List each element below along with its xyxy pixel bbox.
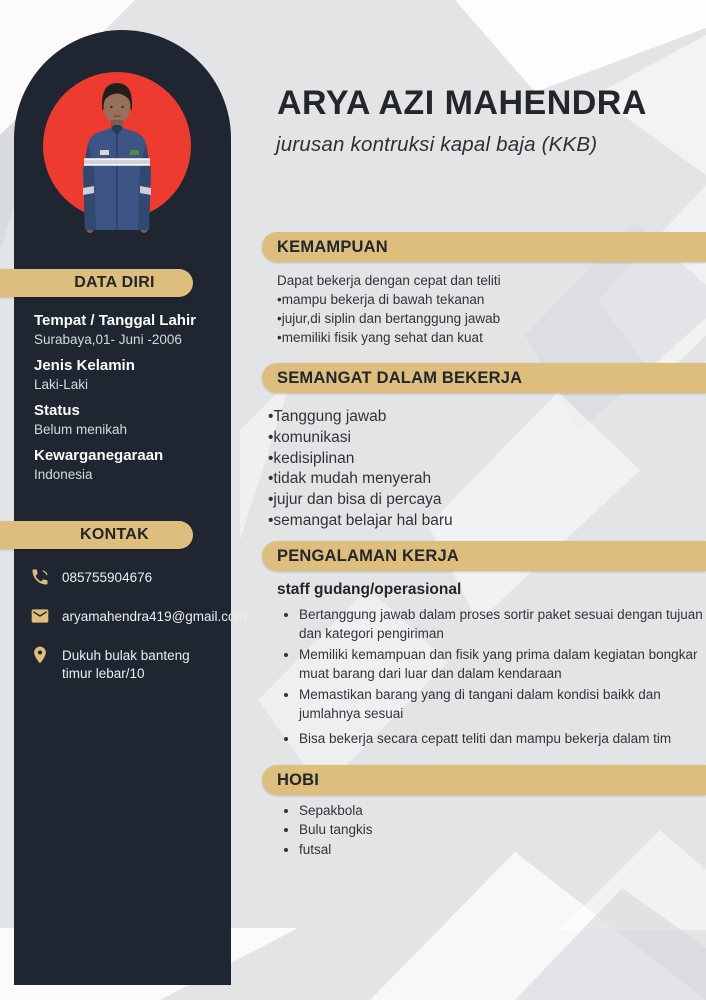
profile-photo [30, 70, 220, 235]
hobi-bullet-list [282, 801, 679, 859]
semangat-body [268, 407, 688, 532]
data-diri-header-label: DATA DIRI [74, 274, 155, 291]
contact-list [30, 567, 247, 702]
section-header-hobi [262, 765, 706, 795]
section-header-kemampuan [262, 232, 706, 262]
data-diri-header [0, 269, 193, 297]
text-line: •jujur,di siplin dan bertanggung jawab [277, 311, 501, 326]
bullet-item: • futsal [299, 840, 679, 859]
phone-icon [30, 567, 50, 587]
text-line: •tidak mudah menyerah [268, 470, 432, 488]
text-line: •komunikasi [268, 428, 351, 446]
pengalaman-bullet-list [282, 606, 706, 752]
bullet-item: • Bulu tangkis [299, 820, 679, 839]
field-birth [34, 312, 219, 347]
field-value: Laki-Laki [34, 377, 89, 392]
field-label: Tempat / Tanggal Lahir [34, 312, 196, 329]
phone-number: 085755904676 [62, 570, 153, 585]
mail-icon [30, 606, 50, 626]
text-line: •jujur dan bisa di percaya [268, 491, 442, 509]
text-line: •Tanggung jawab [268, 408, 387, 425]
kontak-header-label: KONTAK [79, 526, 150, 543]
field-value: Belum menikah [34, 422, 128, 437]
section-header-pengalaman [262, 541, 706, 571]
bullet-item: • Memastikan barang yang di tangani dalam kondisi baikk dan jumlahnya sesuai [299, 686, 706, 723]
kontak-header [0, 521, 193, 549]
field-label: Status [34, 402, 80, 419]
bullet-item: • Memiliki kemampuan dan fisik yang prima dalam kegiatan bongkar muat barang dari luar dan dalam kendaraan [299, 646, 706, 683]
contact-email [30, 606, 247, 626]
text-line: •mampu bekerja di bawah tekanan [277, 292, 485, 307]
job-title: staff gudang/operasional [277, 581, 462, 598]
field-gender [34, 357, 219, 392]
subtitle: jurusan kontruksi kapal baja (KKB) [276, 133, 598, 156]
section-title: PENGALAMAN KERJA [277, 546, 459, 565]
section-title: HOBI [277, 770, 320, 789]
text-line: Dapat bekerja dengan cepat dan teliti [277, 273, 501, 288]
location-icon [30, 645, 50, 665]
kemampuan-body [277, 271, 697, 347]
bullet-item: • Sepakbola [299, 801, 679, 820]
field-value: Surabaya,01- Juni -2006 [34, 332, 182, 347]
page-title: ARYA AZI MAHENDRA [277, 84, 647, 122]
bullet-item: • Bertanggung jawab dalam proses sortir paket sesuai dengan tujuan dan kategori pengiriman [299, 606, 706, 643]
contact-address [30, 645, 230, 683]
field-label: Jenis Kelamin [34, 357, 135, 374]
bullet-item: • Bisa bekerja secara cepatt teliti dan mampu bekerja dalam tim [299, 730, 706, 749]
section-title: SEMANGAT DALAM BEKERJA [277, 368, 523, 387]
section-title: KEMAMPUAN [277, 237, 388, 256]
field-value: Indonesia [34, 467, 93, 482]
text-line: •kedisiplinan [268, 449, 355, 467]
text-line: •semangat belajar hal baru [268, 511, 453, 529]
section-header-semangat [262, 363, 706, 393]
data-diri-fields [34, 312, 219, 492]
address-text: Dukuh bulak banteng timur lebar/10 [62, 648, 190, 681]
email-address: aryamahendra419@gmail.com [62, 609, 247, 624]
field-status [34, 402, 219, 437]
contact-phone [30, 567, 230, 587]
text-line: •memiliki fisik yang sehat dan kuat [277, 330, 483, 345]
field-nationality [34, 447, 219, 482]
field-label: Kewarganegaraan [34, 447, 164, 464]
